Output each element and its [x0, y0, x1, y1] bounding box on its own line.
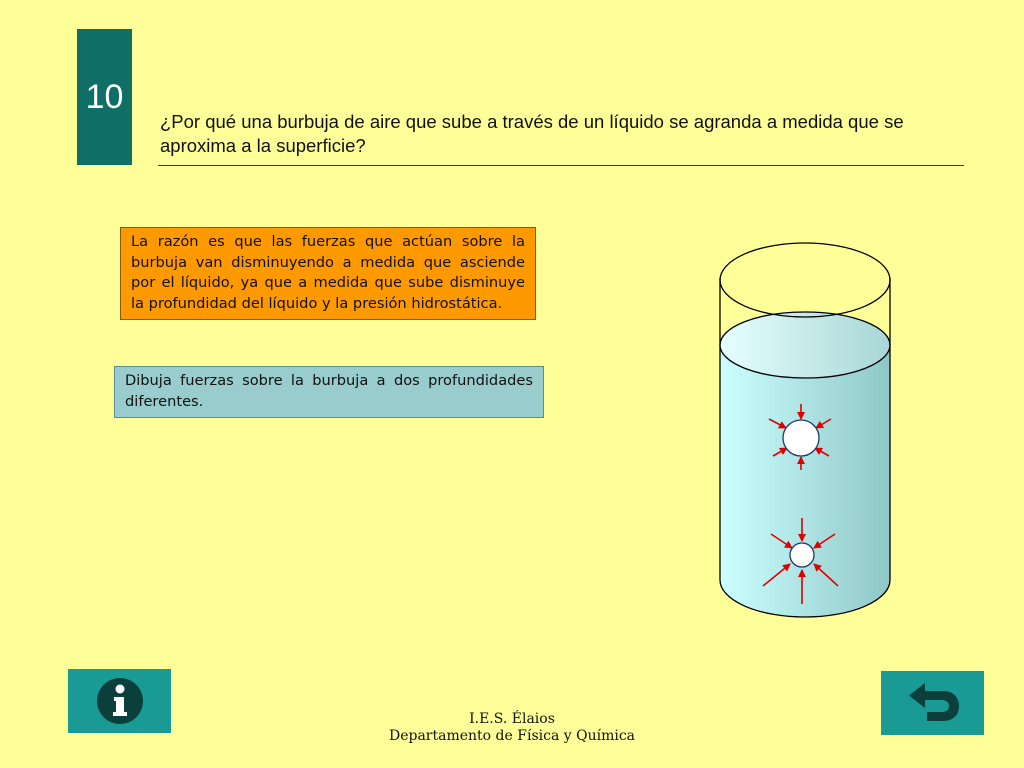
lower-bubble	[790, 543, 814, 567]
task-box: Dibuja fuerzas sobre la burbuja a dos profundidades diferentes.	[114, 366, 544, 418]
glass-rim	[720, 243, 890, 317]
back-button[interactable]	[881, 671, 984, 735]
beaker-figure	[700, 230, 910, 630]
answer-box: La razón es que las fuerzas que actúan sobre la burbuja van disminuyendo a medida que asciende por el líquido, ya que a medida que sube disminuye la profundidad del líquido y la presión hidrostática.	[120, 227, 536, 320]
footer	[312, 711, 712, 745]
question-text: ¿Por qué una burbuja de aire que sube a través de un líquido se agranda a medida que se aproxima a la superficie?	[160, 111, 904, 156]
return-arrow-icon	[905, 681, 961, 725]
water-surface	[720, 312, 890, 378]
slide-number: 10	[77, 29, 132, 165]
upper-bubble	[783, 420, 819, 456]
info-button[interactable]	[68, 669, 171, 733]
title-underline	[158, 165, 964, 166]
info-icon	[95, 676, 145, 726]
school-name: I.E.S. Élaios	[469, 711, 555, 727]
water-body	[720, 345, 890, 617]
department-name: Departamento de Física y Química	[388, 728, 636, 744]
